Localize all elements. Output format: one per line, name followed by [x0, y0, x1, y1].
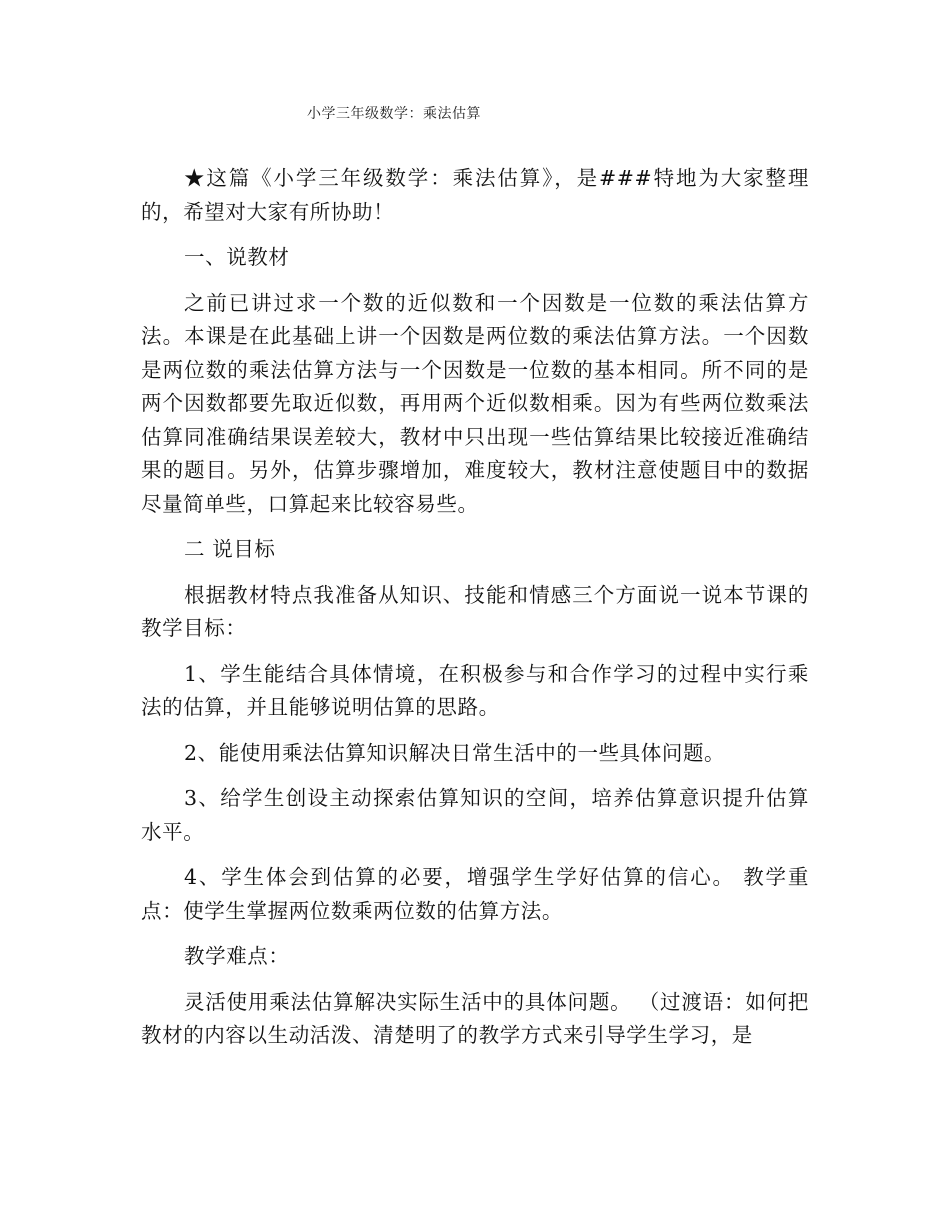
section-heading-objectives: 二 说目标	[184, 537, 276, 561]
difficulty-paragraph: 灵活使用乘法估算解决实际生活中的具体问题。 （过渡语：如何把教材的内容以生动活泼、清楚明了的教学方式来引导学生学习，是	[141, 989, 809, 1047]
objective-item-2: 2、能使用乘法估算知识解决日常生活中的一些具体问题。	[184, 740, 726, 765]
section-heading-textbook: 一、说教材	[184, 245, 290, 269]
intro-paragraph: ★这篇《小学三年级数学：乘法估算》，是###特地为大家整理的，希望对大家有所协助！	[141, 166, 809, 224]
page-header-title: 小学三年级数学：乘法估算	[307, 106, 481, 122]
objective-item-3: 3、给学生创设主动探索估算知识的空间，培养估算意识提升估算水平。	[141, 786, 809, 844]
objective-item-1: 1、学生能结合具体情境，在积极参与和合作学习的过程中实行乘法的估算，并且能够说明估算的思路。	[141, 661, 809, 719]
section-heading-difficulty: 教学难点：	[184, 944, 290, 968]
objective-item-4: 4、学生体会到估算的必要，增强学生学好估算的信心。 教学重点：使学生掌握两位数乘两位数的估算方法。	[141, 865, 809, 923]
document-body	[141, 162, 809, 1065]
objectives-intro-paragraph: 根据教材特点我准备从知识、技能和情感三个方面说一说本节课的教学目标：	[141, 582, 809, 640]
textbook-paragraph: 之前已讲过求一个数的近似数和一个因数是一位数的乘法估算方法。本课是在此基础上讲一个因数是两位数的乘法估算方法。一个因数是两位数的乘法估算方法与一个因数是一位数的基本相同。所不同的是两个因数都要先取近似数，再用两个近似数相乘。因为有些两位数乘法估算同准确结果误差较大，教材中只出现一些估算结果比较接近准确结果的题目。另外，估算步骤增加，难度较大，教材注意使题目中的数据尽量简单些，口算起来比较容易些。	[141, 290, 809, 516]
